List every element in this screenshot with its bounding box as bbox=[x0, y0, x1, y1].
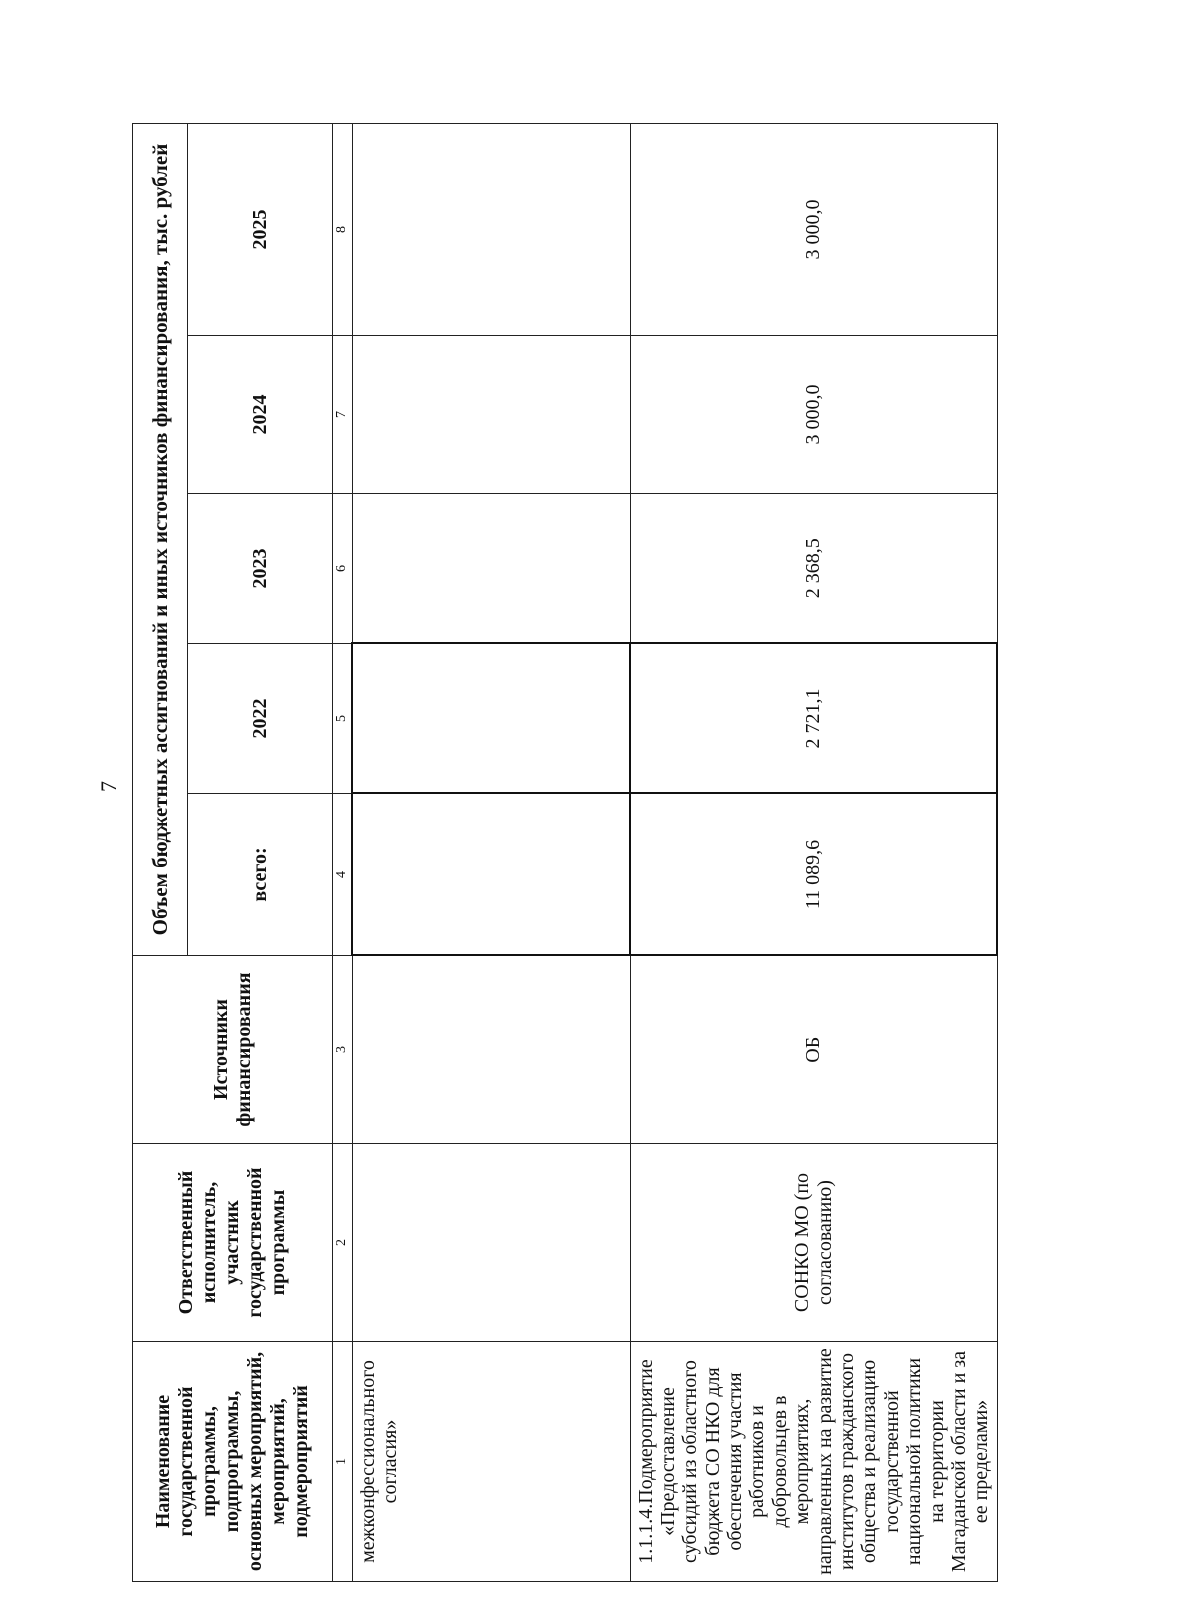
header-funding-group: Объем бюджетных ассигнований и иных источников финансирования, тыс. рублей bbox=[133, 123, 188, 955]
row-name: 1.1.1.4.Подмероприятие «Предоставление субсидий из областного бюджета СО НКО для обеспечения участия работников и добровольцев в мероприятиях, направленных на развитие институтов гражданского общества и реализацию государственной национальной политики на территории Магаданской области и за ее пределами» bbox=[630, 1342, 997, 1582]
header-executor: Ответственный исполнитель, участник государственной программы bbox=[133, 1144, 333, 1342]
row-source bbox=[352, 956, 630, 1144]
row-2023 bbox=[352, 494, 630, 644]
header-2025: 2025 bbox=[188, 123, 333, 335]
column-numbers-row bbox=[333, 123, 353, 1581]
row-2023: 2 368,5 bbox=[630, 494, 997, 644]
header-2023: 2023 bbox=[188, 494, 333, 644]
table-row bbox=[352, 123, 630, 1581]
column-number: 8 bbox=[333, 123, 353, 335]
row-total bbox=[352, 794, 630, 956]
header-name: Наименование государственной программы, подпрограммы, основных мероприятий, мероприятий, подмероприятий bbox=[133, 1342, 333, 1582]
page-number: 7 bbox=[96, 781, 121, 792]
column-number: 7 bbox=[333, 336, 353, 494]
column-number: 5 bbox=[333, 644, 353, 794]
funding-table bbox=[132, 123, 998, 1582]
column-number: 2 bbox=[333, 1144, 353, 1342]
column-number: 3 bbox=[333, 956, 353, 1144]
column-number: 1 bbox=[333, 1342, 353, 1582]
row-2024 bbox=[352, 336, 630, 494]
row-total: 11 089,6 bbox=[630, 794, 997, 956]
table-row bbox=[630, 123, 997, 1581]
row-executor: СОНКО МО (по согласованию) bbox=[630, 1144, 997, 1342]
row-executor bbox=[352, 1144, 630, 1342]
column-number: 6 bbox=[333, 494, 353, 644]
rotated-page-content bbox=[132, 124, 993, 1582]
header-source: Источники финансирования bbox=[133, 956, 333, 1144]
column-number: 4 bbox=[333, 794, 353, 956]
row-2024: 3 000,0 bbox=[630, 336, 997, 494]
row-2022 bbox=[352, 644, 630, 794]
header-total: всего: bbox=[188, 794, 333, 956]
header-row-1 bbox=[133, 123, 188, 1581]
header-2024: 2024 bbox=[188, 336, 333, 494]
row-2025: 3 000,0 bbox=[630, 123, 997, 335]
row-2025 bbox=[352, 123, 630, 335]
row-source: ОБ bbox=[630, 956, 997, 1144]
row-2022: 2 721,1 bbox=[630, 644, 997, 794]
header-2022: 2022 bbox=[188, 644, 333, 794]
row-name: межконфессионального согласия» bbox=[352, 1342, 630, 1582]
